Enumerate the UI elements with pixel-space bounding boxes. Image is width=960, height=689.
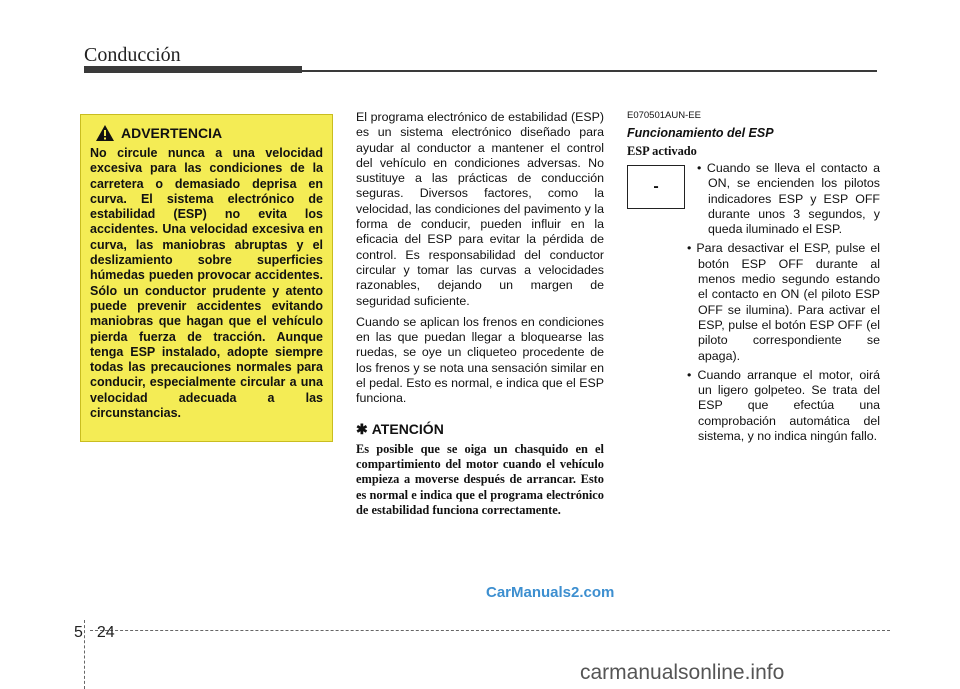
warning-header bbox=[95, 124, 323, 142]
warning-box bbox=[80, 114, 333, 442]
page-number bbox=[74, 624, 115, 642]
brake-paragraph: Cuando se aplican los frenos en condiciones en las que puedan llegar a bloquearse las ruedas, se oye un cliqueteo procedente de los frenos y se nota una sensación similar en el pedal. Esto es normal, e indica que el ESP funciona. bbox=[356, 314, 604, 406]
list-item: • Cuando arranque el motor, oirá un ligero golpeteo. Se trata del ESP que efectúa una comprobación automática del sistema, y no indica ningún fallo. bbox=[687, 367, 880, 444]
list-item: • Cuando se lleva el contacto a ON, se encienden los pilotos indicadores ESP y ESP OFF durante unos 3 segundos, y queda iluminado el ESP. bbox=[697, 161, 880, 237]
attention-star-icon: ✱ bbox=[356, 420, 368, 437]
attention-text: Es posible que se oiga un chasquido en el compartimiento del motor cuando el vehículo empieza a moverse después de arrancar. Esto es normal e indica que el programa electrónico de estabilidad funciona correctamente. bbox=[356, 441, 604, 517]
page-header-title: Conducción bbox=[84, 44, 181, 66]
header-rule-thin bbox=[302, 70, 877, 72]
warning-text: No circule nunca a una velocidad excesiva para las condiciones de la carretera o demasiado deprisa en curva. El sistema electrónico de estabilidad (ESP) no evita los accidentes. Una velocidad excesiva en curva, las maniobras abruptas y el deslizamiento sobre superficies húmedas pueden provocar accidentes. Sólo un conductor prudente y atento puede prevenir accidentes evitando maniobras que hagan que el vehículo pierda fuerza de tracción. Aunque tenga ESP instalado, adopte siempre todas las precauciones normales para conducir, especialmente circular a una velocidad adecuada a las circunstancias. bbox=[90, 146, 323, 421]
esp-indicator-icon: - bbox=[627, 165, 685, 209]
attention-heading bbox=[356, 421, 604, 438]
footer-rule bbox=[90, 630, 890, 631]
esp-activated-content bbox=[627, 161, 880, 444]
watermark-link[interactable]: CarManuals2.com bbox=[486, 584, 615, 601]
bottom-watermark: carmanualsonline.info bbox=[580, 661, 785, 684]
warning-triangle-icon bbox=[95, 124, 115, 142]
esp-intro-paragraph: El programa electrónico de estabilidad (ESP) es un sistema electrónico diseñado para ayudar al conductor a mantener el control del vehículo en condiciones adversas. No sustituye a las prácticas de conducción seguras. Diversos factores, como la velocidad, las condiciones del pavimento y la forma de conducir, pueden influir en la eficacia del ESP para evitar la pérdida de control. Es responsabilidad del conductor circular y tomar las curvas a velocidades razonables, dejando un margen de seguridad suficiente. bbox=[356, 110, 604, 308]
middle-column bbox=[356, 110, 604, 524]
list-item: • Para desactivar el ESP, pulse el botón ESP OFF durante al menos medio segundo estando el contacto en ON (el piloto ESP OFF se ilumina). Para activar el ESP, pulse el botón ESP OFF (el piloto correspondiente se apaga). bbox=[687, 241, 880, 363]
right-column bbox=[627, 110, 880, 448]
warning-title: ADVERTENCIA bbox=[121, 125, 223, 141]
section-title: Funcionamiento del ESP bbox=[627, 126, 774, 140]
header-rule-thick bbox=[84, 66, 302, 73]
page-number-value: 24 bbox=[96, 624, 115, 641]
esp-activated-label: ESP activado bbox=[627, 144, 697, 158]
section-code: E070501AUN-EE bbox=[627, 110, 701, 121]
section-number: 5 bbox=[74, 624, 83, 641]
attention-title: ATENCIÓN bbox=[371, 421, 444, 438]
